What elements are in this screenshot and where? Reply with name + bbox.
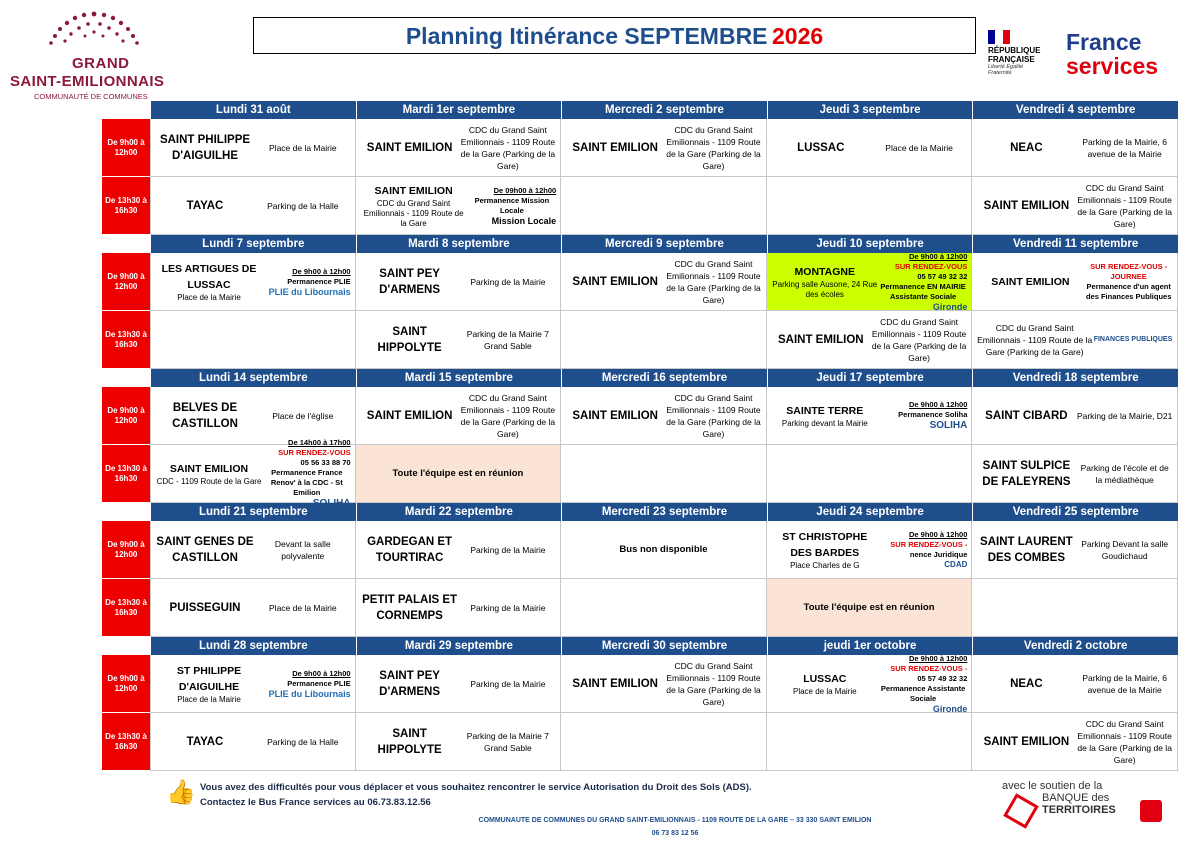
day-header: Vendredi 2 octobre: [972, 637, 1178, 655]
place-name: PUISSEGUIN: [169, 601, 241, 614]
time-slot-label: De 9h00 à 12h00: [102, 521, 150, 579]
morning-row: [102, 387, 1178, 445]
place-name: SAINT EMILION: [991, 275, 1070, 288]
day-header: Jeudi 3 septembre: [767, 101, 973, 119]
schedule-cell: [356, 655, 562, 713]
place-block: [360, 266, 460, 298]
schedule-cell: [150, 438, 356, 509]
place-name: TAYAC: [186, 735, 224, 748]
appointment-notice: SUR RENDEZ-VOUS -: [890, 540, 968, 549]
schedule-cell: [561, 253, 767, 311]
schedule-cell: [767, 119, 973, 177]
place-address: Parking de la Mairie, D21: [1076, 410, 1173, 421]
permanence-time: De 9h00 à 12h00: [909, 251, 968, 261]
day-header: Jeudi 10 septembre: [767, 235, 973, 253]
place-name: LES ARTIGUES DE LUSSAC: [161, 262, 257, 291]
schedule-cell: [356, 177, 562, 235]
day-header: Vendredi 25 septembre: [972, 503, 1178, 521]
schedule-cell: [150, 177, 356, 235]
schedule-cell: [356, 713, 562, 771]
day-header: Mercredi 9 septembre: [561, 235, 767, 253]
permanence-note: [1084, 262, 1173, 302]
place-name: SAINT EMILION: [572, 409, 658, 422]
header-corner: [102, 101, 150, 119]
appointment-notice: SUR RENDEZ-VOUS: [894, 261, 968, 271]
place-block: [360, 183, 468, 229]
partner-logo: SOLIHA: [312, 498, 351, 509]
cdc-logo: [8, 10, 180, 101]
place-block: [976, 140, 1076, 156]
place-name: ST PHILIPPE D'AIGUILHE: [176, 664, 242, 693]
schedule-cell: [150, 521, 356, 579]
afternoon-row: [102, 438, 1178, 509]
partner-logo: PLIE du Libournais: [268, 688, 351, 699]
place-address: Devant la salle polyvalente: [274, 538, 331, 561]
permanence-time: De 9h00 à 12h00: [909, 400, 968, 409]
afternoon-row: [102, 579, 1178, 637]
afternoon-row: [102, 713, 1178, 771]
header-corner: [102, 637, 150, 655]
place-address: Parking de la Halle: [267, 736, 339, 747]
place-address: CDC du Grand Saint Emilionnais - 1109 Route de la Gare (Parking de la Gare): [666, 392, 761, 439]
place-name: SAINT EMILION: [366, 409, 453, 422]
place-block: [360, 408, 460, 424]
thumbs-up-icon: 👍: [166, 779, 196, 806]
place-block: [565, 140, 665, 156]
org-line1: GRAND: [72, 55, 130, 72]
time-slot-label: De 9h00 à 12h00: [102, 655, 150, 713]
place-block: [771, 264, 879, 300]
place-block: [155, 132, 255, 164]
place-block: [771, 140, 871, 156]
place-block: [771, 671, 879, 697]
partner-logo: Gironde: [932, 301, 968, 312]
place-block: [771, 332, 871, 348]
place-address: Parking de la Halle: [267, 200, 339, 211]
permanence-note: [263, 267, 351, 297]
republique-francaise-logo: [988, 30, 1048, 90]
place-address: Place de la Mairie: [177, 292, 241, 302]
permanence-time: De 9h00 à 12h00: [909, 530, 968, 539]
schedule-cell: [561, 655, 767, 713]
footer-address-block: [300, 814, 1050, 840]
place-name: SAINT CIBARD: [985, 409, 1068, 422]
place-name: SAINT EMILION: [169, 462, 249, 475]
day-header: Lundi 14 septembre: [150, 369, 356, 387]
schedule-cell: [972, 579, 1178, 637]
fs-word-services: services: [1066, 53, 1159, 79]
place-address: Parking de la Mairie: [470, 602, 546, 613]
schedule-cell: [972, 311, 1178, 369]
place-address: Parking Devant la salle Goudichaud: [1081, 538, 1169, 561]
place-name: SAINT PEY D'ARMENS: [379, 267, 441, 296]
place-block: [360, 140, 460, 156]
schedule-cell: [972, 119, 1178, 177]
place-name: LUSSAC: [803, 672, 847, 685]
schedule-cell: [150, 253, 356, 311]
week-header: [102, 235, 1178, 253]
day-header: Mardi 15 septembre: [356, 369, 562, 387]
appointment-notice: SUR RENDEZ-VOUS - JOURNEE: [1090, 261, 1168, 281]
page-title-box: [253, 17, 976, 54]
france-services-logo: [1066, 30, 1158, 78]
place-address: CDC du Grand Saint Emilionnais - 1109 Route de la Gare (Parking de la Gare): [666, 660, 761, 707]
place-name: SAINT PHILIPPE D'AIGUILHE: [159, 133, 251, 162]
bank-line1: BANQUE des: [1042, 792, 1110, 804]
place-address: Parking de la Mairie 7 Grand Sable: [466, 328, 549, 351]
place-name: SAINT EMILION: [374, 184, 453, 197]
place-block: [976, 458, 1076, 490]
day-header: Mardi 8 septembre: [356, 235, 562, 253]
day-header: Vendredi 18 septembre: [972, 369, 1178, 387]
appointment-notice: SUR RENDEZ-VOUS -: [890, 663, 968, 673]
support-text: avec le soutien de la: [1002, 780, 1103, 792]
permanence-phone: 05 57 49 32 32: [917, 271, 968, 281]
partner-logo: CDAD: [944, 560, 968, 569]
place-name: SAINT SULPICE DE FALEYRENS: [982, 459, 1071, 488]
time-slot-label: De 9h00 à 12h00: [102, 253, 150, 311]
schedule-cell: [767, 655, 973, 713]
place-block: [565, 274, 665, 290]
permanence-label: Permanence Mission Locale: [474, 195, 550, 215]
place-block: [360, 592, 460, 624]
schedule-cell: [972, 445, 1178, 503]
permanence-label: Permanence Soliha: [898, 410, 968, 419]
time-slot-label: De 13h30 à 16h30: [102, 311, 150, 369]
time-slot-label: De 9h00 à 12h00: [102, 387, 150, 445]
permanence-note: [263, 438, 351, 509]
schedule-cell: [150, 713, 356, 771]
partner-logo: PLIE du Libournais: [268, 286, 351, 297]
meeting-text: Toute l'équipe est en réunion: [803, 602, 935, 613]
place-name: SAINTE TERRE: [786, 404, 864, 417]
day-header: Mercredi 30 septembre: [561, 637, 767, 655]
schedule-cell: [972, 521, 1178, 579]
permanence-note: [879, 252, 968, 312]
french-flag-icon: [988, 30, 1010, 44]
day-header: jeudi 1er octobre: [767, 637, 973, 655]
day-header: Mardi 1er septembre: [356, 101, 562, 119]
schedule-cell: [356, 521, 562, 579]
schedule-cell: [356, 311, 562, 369]
place-address: CDC du Grand Saint Emilionnais - 1109 Route de la Gare (Parking de la Gare): [460, 124, 556, 171]
place-block: [155, 461, 263, 487]
page-title-year: 2026: [771, 23, 824, 49]
place-name: SAINT EMILION: [572, 677, 658, 690]
place-name: ST CHRISTOPHE DES BARDES: [782, 530, 868, 559]
schedule-cell: [356, 387, 562, 445]
place-block: [976, 534, 1076, 566]
fs-word-france: France: [1066, 29, 1142, 55]
schedule-cell: [767, 445, 973, 503]
footer-line2: Contactez le Bus France services au 06.73.83.12.56: [200, 797, 431, 808]
place-address: Parking de l'école et de la médiathèque: [1080, 462, 1169, 485]
time-slot-label: De 13h30 à 16h30: [102, 177, 150, 235]
day-header: Lundi 7 septembre: [150, 235, 356, 253]
permanence-label: Permanence PLIE: [287, 276, 351, 286]
partner-logo: SOLIHA: [929, 420, 968, 431]
header-corner: [102, 503, 150, 521]
place-name: SAINT EMILION: [983, 199, 1070, 212]
day-header: Vendredi 4 septembre: [972, 101, 1178, 119]
place-name: NEAC: [1010, 141, 1043, 154]
schedule-cell: [561, 445, 767, 503]
place-address: Place de la Mairie: [269, 602, 337, 613]
schedule-cell: [972, 387, 1178, 445]
place-name: NEAC: [1010, 677, 1043, 690]
footer-line1: Vous avez des difficultés pour vous déplacer et vous souhaitez rencontrer le service Autorisation du Droit des Sols (ADS).: [200, 782, 752, 793]
place-address: CDC du Grand Saint Emilionnais - 1109 Route de la Gare (Parking de la Gare): [1077, 718, 1172, 765]
day-header: Mercredi 16 septembre: [561, 369, 767, 387]
schedule-cell: [356, 119, 562, 177]
place-name: SAINT EMILION: [572, 141, 658, 154]
place-address: Parking de la Mairie 7 Grand Sable: [466, 730, 549, 753]
place-address: CDC du Grand Saint Emilionnais - 1109 Route de la Gare (Parking de la Gare): [977, 322, 1093, 357]
place-block: [155, 261, 263, 303]
place-name: LUSSAC: [797, 141, 845, 154]
rf-text: RÉPUBLIQUE FRANÇAISE: [988, 46, 1041, 64]
partner-logo: FINANCES PUBLIQUES: [1093, 336, 1173, 343]
schedule-cell: [561, 521, 767, 579]
place-address: Place de la Mairie: [269, 142, 337, 153]
schedule-grid: [102, 101, 1178, 771]
place-name: SAINT HIPPOLYTE: [377, 325, 442, 354]
place-block: [565, 676, 665, 692]
schedule-cell: [767, 387, 973, 445]
schedule-cell: [356, 445, 562, 503]
permanence-phone: 05 56 33 88 70: [300, 458, 351, 467]
morning-row: [102, 655, 1178, 713]
permanence-phone: 05 57 49 32 32: [917, 673, 968, 683]
place-block: [771, 529, 879, 571]
place-address: CDC - 1109 Route de la Gare: [156, 476, 262, 486]
schedule-cell: [561, 713, 767, 771]
place-address: CDC du Grand Saint Emilionnais - 1109 Route de la Gare (Parking de la Gare): [1077, 182, 1172, 229]
permanence-label: Permanence France Renov' à la CDC - St Emilion: [270, 468, 343, 497]
schedule-cell: [150, 119, 356, 177]
footer-info: [200, 780, 752, 810]
day-header: Mercredi 2 septembre: [561, 101, 767, 119]
permanence-time: De 9h00 à 12h00: [909, 653, 968, 663]
week-header: [102, 369, 1178, 387]
morning-row: [102, 119, 1178, 177]
schedule-cell: [150, 387, 356, 445]
place-address: Parking de la Mairie: [470, 544, 546, 555]
permanence-note: [263, 669, 351, 699]
schedule-cell: [150, 579, 356, 637]
place-address: Place de la Mairie: [792, 686, 857, 696]
time-slot-label: De 13h30 à 16h30: [102, 579, 150, 637]
place-name: TAYAC: [186, 199, 224, 212]
schedule-cell: [150, 655, 356, 713]
place-block: [771, 403, 879, 429]
bus-unavailable-text: Bus non disponible: [619, 544, 708, 555]
schedule-cell: [767, 177, 973, 235]
place-address: CDC du Grand Saint Emilionnais - 1109 Route de la Gare (Parking de la Gare): [666, 258, 761, 305]
place-block: [155, 534, 255, 566]
week-header: [102, 101, 1178, 119]
permanence-note: [879, 400, 968, 431]
permanence-time: De 9h00 à 12h00: [292, 668, 351, 678]
morning-row: [102, 253, 1178, 311]
place-address: Parking de la Mairie, 6 avenue de la Mairie: [1082, 672, 1167, 695]
permanence-label: nence Juridique: [909, 550, 968, 559]
place-block: [155, 734, 255, 750]
place-name: SAINT HIPPOLYTE: [377, 727, 442, 756]
place-address: Parking de la Mairie, 6 avenue de la Mairie: [1082, 136, 1167, 159]
place-address: Parking de la Mairie: [470, 678, 546, 689]
permanence-label: Permanence d'un agent des Finances Publiques: [1085, 281, 1172, 301]
place-address: Parking salle Ausone, 24 Rue des écoles: [772, 279, 878, 299]
place-name: SAINT LAURENT DES COMBES: [980, 535, 1073, 564]
place-address: CDC du Grand Saint Emilionnais - 1109 Route de la Gare (Parking de la Gare): [666, 124, 761, 171]
schedule-cell: [150, 311, 356, 369]
place-block: [155, 600, 255, 616]
meeting-text: Toute l'équipe est en réunion: [392, 468, 524, 479]
place-address: CDC du Grand Saint Emilionnais - 1109 Route de la Gare: [363, 198, 464, 228]
schedule-cell: [561, 311, 767, 369]
banque-des-territoires-logo: [1002, 780, 1116, 816]
place-name: PETIT PALAIS ET CORNEMPS: [362, 593, 458, 622]
place-name: SAINT PEY D'ARMENS: [379, 669, 441, 698]
schedule-cell: [767, 253, 973, 311]
permanence-label: Permanence Assistante Sociale: [880, 683, 966, 703]
time-slot-label: De 13h30 à 16h30: [102, 445, 150, 503]
place-address: Place de l'église: [272, 410, 334, 421]
place-name: BELVES DE CASTILLON: [172, 401, 238, 430]
place-address: CDC du Grand Saint Emilionnais - 1109 Route de la Gare (Parking de la Gare): [871, 316, 967, 363]
day-header: Lundi 21 septembre: [150, 503, 356, 521]
permanence-time: De 14h00 à 17h00: [288, 438, 351, 447]
place-block: [976, 734, 1076, 750]
place-address: Place Charles de G: [790, 560, 860, 570]
place-block: [155, 400, 255, 432]
place-block: [976, 198, 1076, 214]
place-name: SAINT EMILION: [983, 735, 1070, 748]
partner-logo: Mission Locale: [491, 215, 557, 226]
place-address: Parking devant la Mairie: [781, 418, 868, 428]
org-line2: SAINT-EMILIONNAIS: [10, 73, 165, 90]
permanence-label: Permanence EN MAIRIE Assistante Sociale: [880, 281, 966, 301]
schedule-cell: [767, 521, 973, 579]
bank-line2: TERRITOIRES: [1042, 804, 1116, 816]
place-block: [360, 726, 460, 758]
schedule-cell: [972, 253, 1178, 311]
permanence-note: [468, 186, 557, 226]
place-block: [360, 324, 460, 356]
header-corner: [102, 235, 150, 253]
place-block: [976, 408, 1076, 424]
place-block: [360, 534, 460, 566]
schedule-cell: [972, 655, 1178, 713]
page-title: Planning Itinérance SEPTEMBRE: [405, 23, 768, 49]
time-slot-label: De 13h30 à 16h30: [102, 713, 150, 771]
rf-motto: Liberté Égalité Fraternité: [988, 64, 1024, 76]
afternoon-row: [102, 177, 1178, 235]
place-block: [976, 676, 1076, 692]
schedule-cell: [561, 387, 767, 445]
schedule-cell: [561, 579, 767, 637]
permanence-time: De 9h00 à 12h00: [292, 266, 351, 276]
schedule-cell: [561, 119, 767, 177]
place-block: [976, 274, 1084, 290]
day-header: Lundi 28 septembre: [150, 637, 356, 655]
permanence-note: [879, 654, 968, 714]
place-address: CDC du Grand Saint Emilionnais - 1109 Route de la Gare (Parking de la Gare): [460, 392, 556, 439]
partner-logo: Gironde: [932, 703, 968, 714]
place-address: Parking de la Mairie: [470, 276, 546, 287]
permanence-label: Permanence PLIE: [287, 678, 351, 688]
day-header: Vendredi 11 septembre: [972, 235, 1178, 253]
schedule-cell: [972, 713, 1178, 771]
day-header: Mardi 22 septembre: [356, 503, 562, 521]
schedule-cell: [767, 579, 973, 637]
place-name: SAINT EMILION: [366, 141, 453, 154]
schedule-cell: [972, 177, 1178, 235]
permanence-note: [879, 530, 968, 569]
schedule-cell: [356, 253, 562, 311]
schedule-cell: [767, 713, 973, 771]
place-name: MONTAGNE: [794, 265, 856, 278]
time-slot-label: De 9h00 à 12h00: [102, 119, 150, 177]
day-header: Jeudi 24 septembre: [767, 503, 973, 521]
place-block: [155, 198, 255, 214]
footer-phone: 06 73 83 12 56: [651, 830, 699, 837]
place-name: SAINT EMILION: [777, 333, 864, 346]
schedule-cell: [767, 311, 973, 369]
place-name: SAINT GENES DE CASTILLON: [156, 535, 254, 564]
place-block: [360, 668, 460, 700]
day-header: Mercredi 23 septembre: [561, 503, 767, 521]
place-address: Place de la Mairie: [885, 142, 953, 153]
afternoon-row: [102, 311, 1178, 369]
place-block: [155, 663, 263, 705]
place-name: SAINT EMILION: [572, 275, 658, 288]
week-header: [102, 637, 1178, 655]
appointment-notice: SUR RENDEZ-VOUS: [278, 448, 351, 457]
day-header: Lundi 31 août: [150, 101, 356, 119]
cdc-square-icon: [1140, 800, 1162, 822]
day-header: Mardi 29 septembre: [356, 637, 562, 655]
schedule-cell: [561, 177, 767, 235]
dots-arc-icon: [44, 10, 144, 52]
day-header: Jeudi 17 septembre: [767, 369, 973, 387]
place-address: Place de la Mairie: [177, 694, 241, 704]
footer-address: COMMUNAUTE DE COMMUNES DU GRAND SAINT-EMILIONNAIS - 1109 ROUTE DE LA GARE – 33 330 SAINT EMILION: [478, 817, 872, 824]
morning-row: [102, 521, 1178, 579]
permanence-time: De 09h00 à 12h00: [493, 185, 557, 195]
header-corner: [102, 369, 150, 387]
place-name: GARDEGAN ET TOURTIRAC: [367, 535, 453, 564]
schedule-cell: [356, 579, 562, 637]
org-line3: COMMUNAUTÉ DE COMMUNES: [34, 92, 148, 101]
place-block: [565, 408, 665, 424]
